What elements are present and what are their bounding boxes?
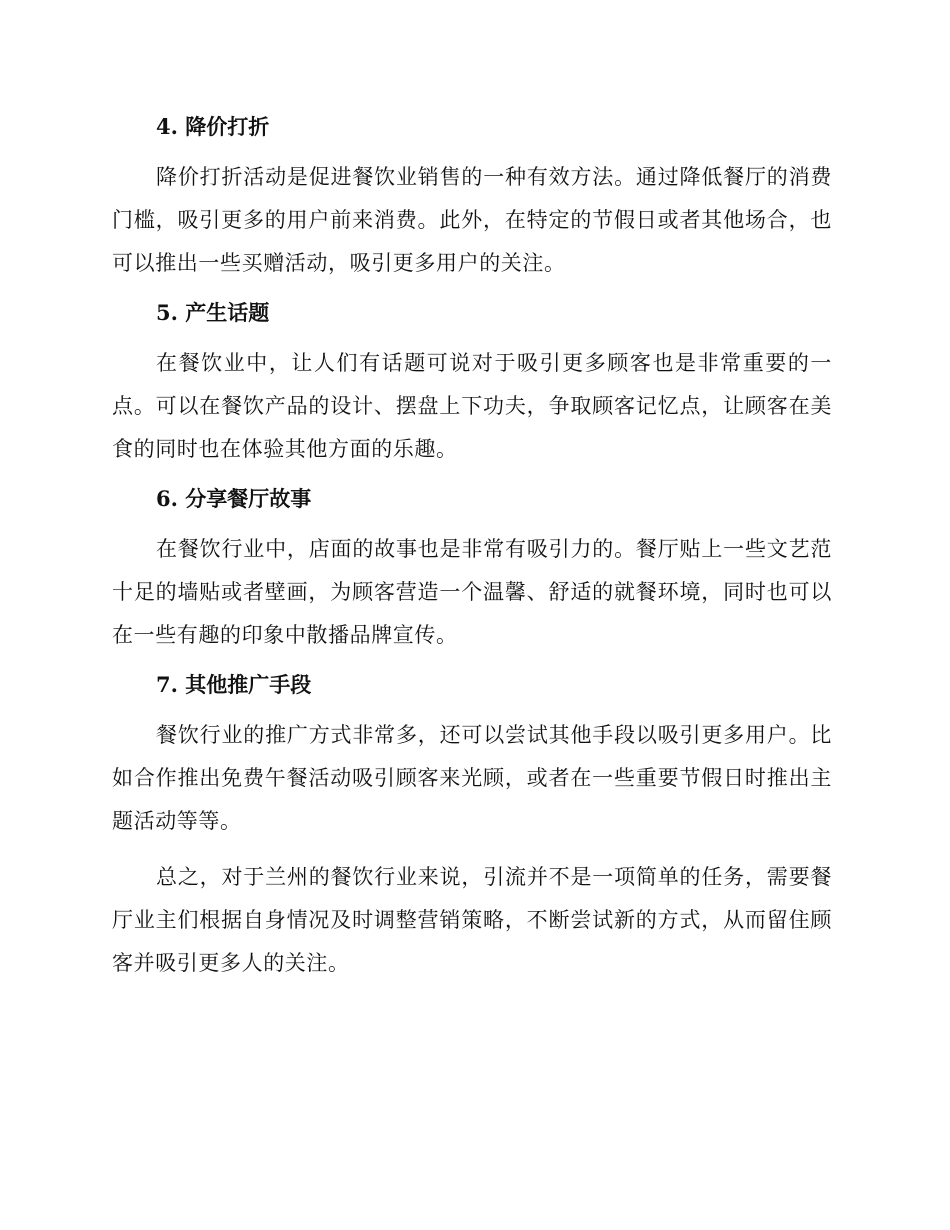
- section-heading: 7. 其他推广手段: [156, 672, 312, 697]
- document-page: [112, 112, 832, 998]
- section-heading: 6. 分享餐厅故事: [156, 486, 312, 511]
- conclusion-paragraph: 总之，对于兰州的餐饮行业来说，引流并不是一项简单的任务，需要餐厅业主们根据自身情况及时调整营销策略，不断尝试新的方式，从而留住顾客并吸引更多人的关注。: [112, 865, 832, 975]
- paragraph: 在餐饮业中，让人们有话题可说对于吸引更多顾客也是非常重要的一点。可以在餐饮产品的设计、摆盘上下功夫，争取顾客记忆点，让顾客在美食的同时也在体验其他方面的乐趣。: [112, 351, 832, 461]
- paragraph: 餐饮行业的推广方式非常多，还可以尝试其他手段以吸引更多用户。比如合作推出免费午餐活动吸引顾客来光顾，或者在一些重要节假日时推出主题活动等等。: [112, 723, 832, 833]
- section-topic: [112, 298, 832, 471]
- paragraph: 降价打折活动是促进餐饮业销售的一种有效方法。通过降低餐厅的消费门槛，吸引更多的用户前来消费。此外，在特定的节假日或者其他场合，也可以推出一些买赠活动，吸引更多用户的关注。: [112, 165, 832, 275]
- paragraph: 在餐饮行业中，店面的故事也是非常有吸引力的。餐厅贴上一些文艺范十足的墙贴或者壁画，为顾客营造一个温馨、舒适的就餐环境，同时也可以在一些有趣的印象中散播品牌宣传。: [112, 537, 832, 647]
- section-heading: 5. 产生话题: [156, 300, 270, 325]
- section-discount: [112, 112, 832, 285]
- section-restaurant-story: [112, 484, 832, 657]
- section-other-promotion: [112, 670, 832, 985]
- section-heading: 4. 降价打折: [156, 114, 270, 139]
